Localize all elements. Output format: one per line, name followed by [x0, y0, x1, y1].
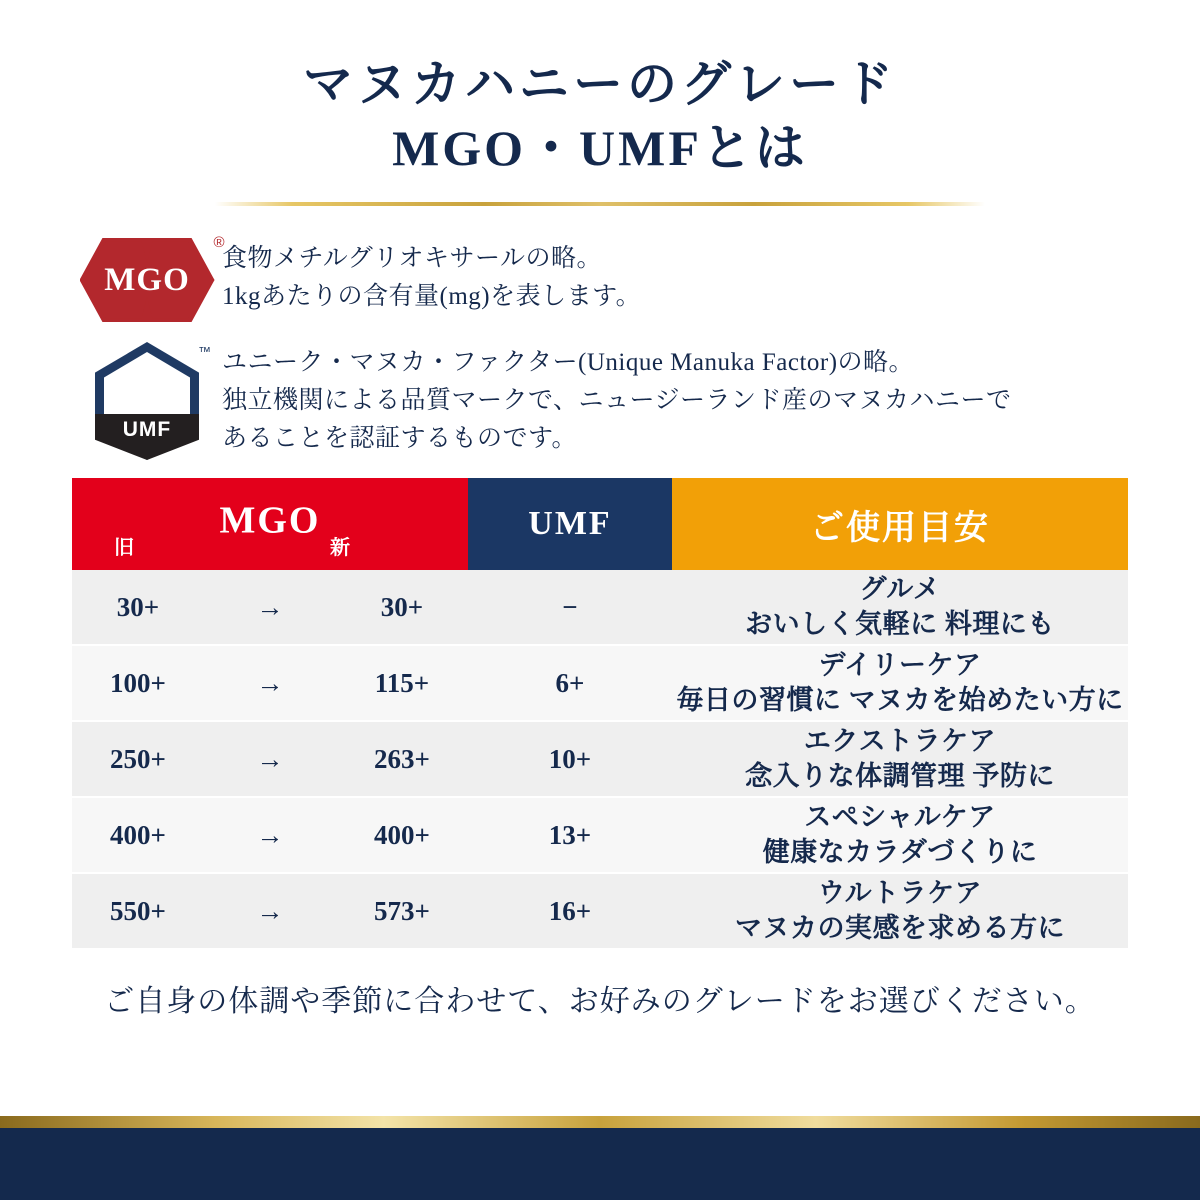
umf-logo-text: UMF — [122, 418, 172, 441]
row-1-usage-detail: 毎日の習慣に マヌカを始めたい方に — [676, 685, 1124, 715]
mgo-description-line-1: 食物メチルグリオキサールの略。 — [222, 245, 603, 272]
bottom-navy-band — [0, 1128, 1200, 1200]
table-row — [72, 645, 1128, 721]
row-4-arrow-icon: → — [204, 873, 336, 949]
row-4-umf: 16+ — [468, 873, 672, 949]
row-2-mgo-new: 263+ — [336, 721, 468, 797]
row-4-mgo-old: 550+ — [72, 873, 204, 949]
umf-description-line-3: あることを認証するものです。 — [222, 425, 578, 452]
grade-table-head — [72, 478, 1128, 570]
row-0-umf: − — [468, 570, 672, 645]
row-0-usage-detail: おいしく気軽に 料理にも — [745, 609, 1055, 639]
row-0-mgo-new: 30+ — [336, 570, 468, 645]
trademark-icon: ™ — [198, 344, 211, 359]
row-3-umf: 13+ — [468, 797, 672, 873]
header-mgo-new-label: 新 — [330, 537, 352, 559]
row-2-usage-title: エクストラケア — [803, 725, 997, 756]
header-mgo-old-label: 旧 — [114, 537, 136, 559]
registered-trademark-icon: ® — [213, 234, 225, 251]
header-mgo — [72, 478, 468, 570]
row-0-mgo-old: 30+ — [72, 570, 204, 645]
header-mgo-label: MGO — [219, 499, 321, 542]
row-1-arrow-icon: → — [204, 645, 336, 721]
row-2-usage-detail: 念入りな体調管理 予防に — [745, 761, 1055, 791]
definitions-section — [0, 236, 1200, 460]
mgo-description-line-2: 1kgあたりの含有量(mg)を表します。 — [222, 283, 642, 310]
umf-logo-cell — [72, 340, 222, 460]
mgo-logo-text: MGO — [104, 261, 190, 298]
row-3-mgo-old: 400+ — [72, 797, 204, 873]
row-4-usage-title: ウルトラケア — [817, 877, 983, 908]
footer-note: ご自身の体調や季節に合わせて、お好みのグレードをお選びください。 — [104, 985, 1096, 1018]
grade-table — [72, 478, 1128, 950]
row-0-arrow-icon: → — [204, 570, 336, 645]
row-3-usage — [672, 797, 1128, 873]
umf-description-line-2: 独立機関による品質マークで、ニュージーランド産のマヌカハニーで — [222, 387, 1012, 414]
row-1-umf: 6+ — [468, 645, 672, 721]
table-row — [72, 797, 1128, 873]
row-3-usage-detail: 健康なカラダづくりに — [762, 837, 1038, 867]
row-4-usage — [672, 873, 1128, 949]
table-row — [72, 721, 1128, 797]
row-3-mgo-new: 400+ — [336, 797, 468, 873]
header-usage: ご使用目安 — [672, 478, 1128, 570]
row-2-usage — [672, 721, 1128, 797]
table-row — [72, 570, 1128, 645]
row-2-arrow-icon: → — [204, 721, 336, 797]
grade-table-wrapper — [72, 478, 1128, 950]
row-1-usage — [672, 645, 1128, 721]
page-header — [0, 0, 1200, 206]
definition-umf — [72, 340, 1128, 460]
row-2-umf: 10+ — [468, 721, 672, 797]
grade-table-header-row — [72, 478, 1128, 570]
page-title-line-1: マヌカハニーのグレード — [303, 56, 897, 112]
row-2-mgo-old: 250+ — [72, 721, 204, 797]
grade-table-body — [72, 570, 1128, 949]
table-row — [72, 873, 1128, 949]
umf-description-line-1: ユニーク・マヌカ・ファクター(Unique Manuka Factor)の略。 — [222, 349, 915, 376]
definition-mgo — [72, 236, 1128, 322]
row-3-usage-title: スペシャルケア — [804, 801, 996, 832]
umf-logo-icon — [95, 342, 211, 460]
gold-divider — [215, 202, 985, 206]
mgo-logo-cell — [72, 234, 225, 322]
row-0-usage — [672, 570, 1128, 645]
row-0-usage-title: グルメ — [859, 573, 941, 604]
row-1-mgo-old: 100+ — [72, 645, 204, 721]
umf-description — [222, 340, 1128, 458]
row-1-mgo-new: 115+ — [336, 645, 468, 721]
row-4-mgo-new: 573+ — [336, 873, 468, 949]
page-title-line-2: MGO・UMFとは — [392, 120, 808, 176]
row-4-usage-detail: マヌカの実感を求める方に — [735, 913, 1065, 943]
row-3-arrow-icon: → — [204, 797, 336, 873]
mgo-logo-icon — [80, 234, 225, 322]
bottom-gold-band — [0, 1116, 1200, 1128]
mgo-description — [222, 236, 1128, 316]
row-1-usage-title: デイリーケア — [818, 649, 982, 680]
header-umf: UMF — [468, 478, 672, 570]
